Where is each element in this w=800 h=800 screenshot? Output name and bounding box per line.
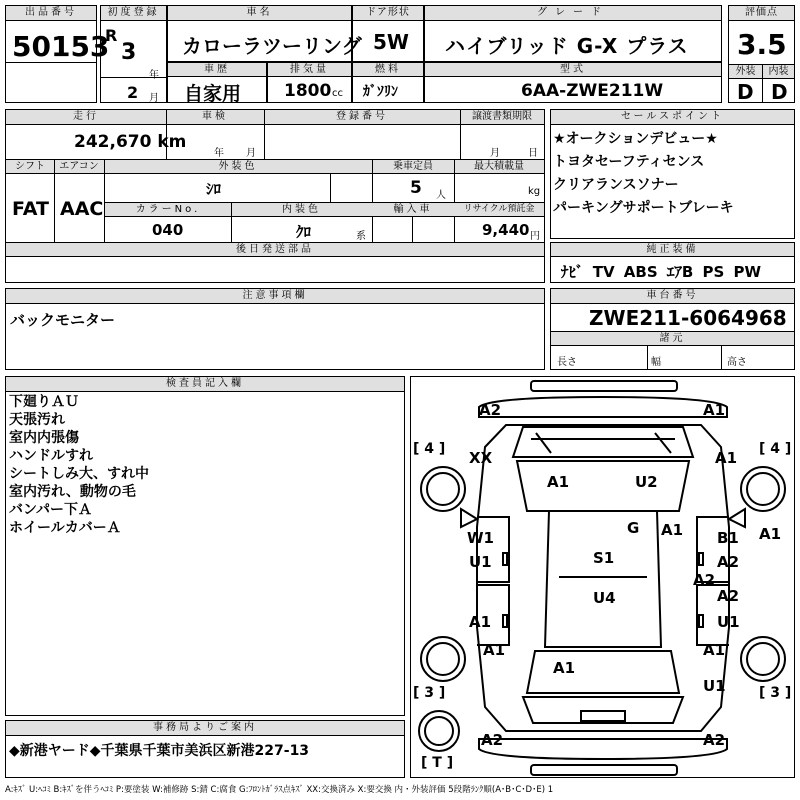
damage-mark: A1 xyxy=(703,401,726,419)
reg-month: 2 xyxy=(127,83,139,102)
sales-point-item: クリアランスソナー xyxy=(553,177,679,193)
damage-mark: U4 xyxy=(593,589,616,607)
sales-point-item: パーキングサポートブレーキ xyxy=(553,200,734,216)
corner-br: [ 3 ] xyxy=(759,685,792,701)
inspector-item: 室内汚れ、動物の毛 xyxy=(9,484,136,500)
fuel-box xyxy=(352,62,424,103)
damage-mark: A1 xyxy=(703,641,726,659)
car-outline-icon xyxy=(411,377,795,778)
sales-point-item: トヨタセーフティセンス xyxy=(553,154,705,170)
first-reg-box xyxy=(100,5,167,103)
ext-label: 外装 xyxy=(729,65,762,79)
inspector-item: ハンドルすれ xyxy=(9,448,93,464)
load-unit: kg xyxy=(528,186,541,197)
history: 自家用 xyxy=(184,83,242,105)
score-label: 評価点 xyxy=(729,6,794,21)
disp-unit: cc xyxy=(332,88,343,99)
corner-bl: [ 3 ] xyxy=(413,685,446,701)
lot-label: 出品番号 xyxy=(6,6,96,21)
notes-label: 注意事項欄 xyxy=(6,289,544,304)
score-box xyxy=(728,5,795,103)
damage-mark: A2 xyxy=(717,553,740,571)
inspector-list xyxy=(9,393,149,537)
color-no: 040 xyxy=(152,221,184,239)
later-parts-label: 後日発送部品 xyxy=(6,243,544,257)
regno-label: 登録番号 xyxy=(264,110,460,125)
score: 3.5 xyxy=(737,28,787,61)
door-box xyxy=(352,5,424,62)
displacement: 1800 xyxy=(284,81,332,101)
body-color: ｼﾛ xyxy=(206,180,222,198)
inspector-label: 検査員記入欄 xyxy=(6,377,404,392)
model-box xyxy=(424,62,722,103)
int-label: 内装 xyxy=(763,65,794,79)
damage-mark: A2 xyxy=(479,401,502,419)
inspector-item: バンパー下Ａ xyxy=(9,502,93,518)
capacity-label: 乗車定員 xyxy=(372,160,454,174)
color-label: 外装色 xyxy=(104,160,372,174)
inspector-item: 下廻りＡＵ xyxy=(9,394,79,410)
inspector-item: 室内内張傷 xyxy=(9,430,79,446)
chassis-label: 車台番号 xyxy=(551,289,794,304)
recycle-unit: 円 xyxy=(530,231,540,242)
office-label: 事務局よりご案内 xyxy=(6,721,404,736)
damage-mark: XX xyxy=(469,449,493,467)
damage-mark: A2 xyxy=(703,731,726,749)
damage-mark: A1 xyxy=(661,521,684,539)
corner-tl: [ 4 ] xyxy=(413,441,446,457)
ac-type: AAC xyxy=(60,198,104,220)
spec-label: 諸元 xyxy=(551,332,794,346)
damage-mark: W1 xyxy=(467,529,494,547)
car-name: カローラツーリング xyxy=(182,34,362,58)
mileage: 242,670 km xyxy=(74,132,187,152)
office-box xyxy=(5,720,405,778)
inspector-item: ホイールカバーＡ xyxy=(9,520,121,536)
legend: A:ｷｽﾞ U:ﾍｺﾐ B:ｷｽﾞを伴うﾍｺﾐ P:要塗装 W:補修跡 S:錆 C:腐食 G:ﾌﾛﾝﾄｶﾞﾗｽ点ｷｽﾞ XX:交換済み X:要交換 内・外装評価 5段階ﾗﾝｸ順(A･B･C･D･E) 1 xyxy=(5,785,554,795)
interior-color: ｸﾛ xyxy=(296,223,312,241)
inspection-label: 車検 xyxy=(166,110,264,125)
mileage-label: 走行 xyxy=(6,110,166,125)
tire-t: [ T ] xyxy=(421,755,454,771)
equipment-box xyxy=(550,242,795,283)
grade-box xyxy=(424,5,722,62)
history-box xyxy=(167,62,267,103)
int-grade: D xyxy=(771,80,788,104)
car-diagram xyxy=(410,376,795,778)
reg-year: 3 xyxy=(121,40,137,65)
damage-mark: A1 xyxy=(759,525,782,543)
insp-month-unit: 月 xyxy=(246,148,256,159)
capacity: 5 xyxy=(410,178,422,198)
recycle-label: リサイクル預託金 xyxy=(454,203,544,217)
damage-mark: U1 xyxy=(717,613,740,631)
capacity-unit: 人 xyxy=(436,190,446,201)
grade-label: グレード xyxy=(425,6,721,21)
damage-mark: S1 xyxy=(593,549,615,567)
shift: FAT xyxy=(12,198,49,220)
damage-mark: A2 xyxy=(693,571,716,589)
damage-mark: A2 xyxy=(717,587,740,605)
sales-points-box xyxy=(550,109,795,239)
damage-mark: A1 xyxy=(547,473,570,491)
fuel: ｶﾞｿﾘﾝ xyxy=(363,84,398,100)
lot-number: 50153 xyxy=(12,30,110,63)
equipment: ﾅﾋﾞ TV ABS ｴｱB PS PW xyxy=(561,263,762,281)
import-label: 輸入車 xyxy=(372,203,454,217)
grade: ハイブリッド G-X プラス xyxy=(445,34,689,58)
notes-box xyxy=(5,288,545,370)
office-notice: ◆新港ヤード◆千葉県千葉市美浜区新港227-13 xyxy=(9,743,310,759)
damage-mark: U2 xyxy=(635,473,658,491)
sales-point-item: ★オークションデビュー★ xyxy=(553,131,718,147)
ac-label: エアコン xyxy=(54,160,104,174)
disp-box xyxy=(267,62,352,103)
damage-mark: B1 xyxy=(717,529,739,547)
damage-mark: A1 xyxy=(715,449,738,467)
interior-unit: 系 xyxy=(356,231,366,242)
chassis-box xyxy=(550,288,795,370)
damage-mark: A1 xyxy=(483,641,506,659)
shift-label: シフト xyxy=(6,160,54,174)
first-reg-label: 初度登録 xyxy=(101,6,166,21)
equipment-label: 純正装備 xyxy=(551,243,794,257)
colorno-label: カラーNo. xyxy=(105,203,231,217)
model-label: 型式 xyxy=(425,63,721,77)
insp-year-unit: 年 xyxy=(214,148,224,159)
door-label: ドア形状 xyxy=(353,6,423,21)
damage-mark: U1 xyxy=(469,553,492,571)
transfer-day-unit: 日 xyxy=(528,148,538,159)
sales-points-list xyxy=(553,128,734,220)
damage-mark: A1 xyxy=(469,613,492,631)
month-unit: 月 xyxy=(149,93,159,104)
disp-label: 排気量 xyxy=(268,63,351,77)
height-label: 高さ xyxy=(727,357,747,368)
vehicle-info-box xyxy=(5,109,545,283)
transfer-month-unit: 月 xyxy=(490,148,500,159)
fuel-label: 燃料 xyxy=(353,63,423,77)
chassis-number: ZWE211-6064968 xyxy=(589,306,787,330)
ext-grade: D xyxy=(737,80,754,104)
damage-mark: A1 xyxy=(553,659,576,677)
interior-label: 内装色 xyxy=(231,203,372,217)
damage-mark: A2 xyxy=(481,731,504,749)
history-label: 車歴 xyxy=(168,63,266,77)
sales-points-label: セールスポイント xyxy=(551,110,794,125)
inspector-box xyxy=(5,376,405,716)
model: 6AA-ZWE211W xyxy=(521,81,664,101)
door-type: 5W xyxy=(373,30,409,54)
length-label: 長さ xyxy=(557,357,577,368)
carname-label: 車名 xyxy=(168,6,351,21)
era: R xyxy=(105,26,118,45)
recycle-fee: 9,440 xyxy=(482,221,530,239)
lot-box xyxy=(5,5,110,103)
transfer-label: 譲渡書類期限 xyxy=(460,110,544,125)
inspector-item: シートしみ大、すれ中 xyxy=(9,466,149,482)
carname-box xyxy=(167,5,362,62)
damage-mark: G xyxy=(627,519,640,537)
year-unit: 年 xyxy=(149,70,159,81)
width-label: 幅 xyxy=(651,357,661,368)
load-label: 最大積載量 xyxy=(454,160,544,174)
inspector-item: 天張汚れ xyxy=(9,412,65,428)
notes: バックモニター xyxy=(10,311,116,329)
corner-tr: [ 4 ] xyxy=(759,441,792,457)
damage-mark: U1 xyxy=(703,677,726,695)
